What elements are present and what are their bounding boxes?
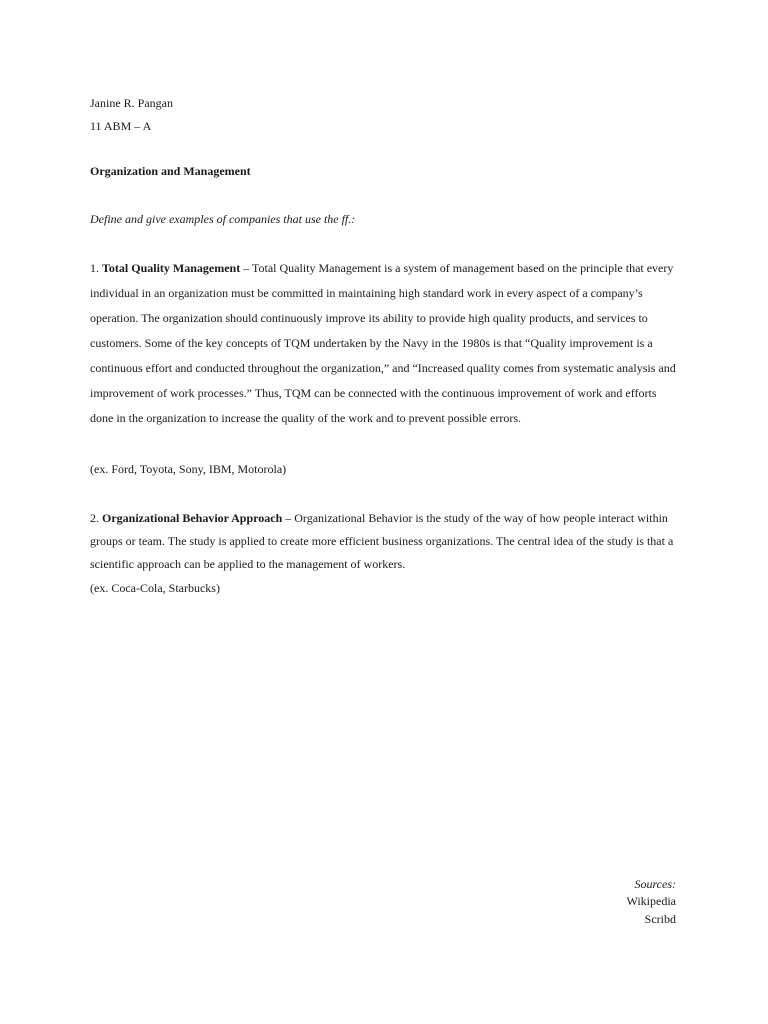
instruction-text: Define and give examples of companies that use the ff.:	[90, 212, 356, 226]
source-item: Scribd	[644, 912, 676, 926]
item-1-term: Total Quality Management	[102, 261, 241, 275]
source-item: Wikipedia	[626, 894, 676, 908]
item-1-paragraph	[90, 256, 680, 431]
sources-label: Sources:	[634, 877, 676, 891]
item-1-definition: – Total Quality Management is a system of management based on the principle that every individual in an organization must be committed in maintaining high standard work in every aspect of a company’s operation. The organization should continuously improve its ability to provide high quality products, and services to customers. Some of the key concepts of TQM undertaken by the Navy in the 1980s is that “Quality improvement is a continuous effort and conducted throughout the organization,” and “Increased quality comes from systematic analysis and improvement of work processes.” Thus, TQM can be connected with the continuous improvement of work and efforts done in the organization to increase the quality of the work and to prevent possible errors.	[90, 261, 676, 425]
item-2-paragraph	[90, 507, 680, 576]
item-1-examples: (ex. Ford, Toyota, Sony, IBM, Motorola)	[90, 462, 287, 476]
item-2-definition: – Organizational Behavior is the study of the way of how people interact within groups or team. The study is applied to create more efficient business organizations. The central idea of the study is that a scientific approach can be applied to the management of workers.	[90, 511, 674, 571]
document-title: Organization and Management	[90, 164, 251, 178]
author-name: Janine R. Pangan	[90, 96, 173, 110]
item-2-number: 2.	[90, 511, 99, 525]
class-section: 11 ABM – A	[90, 119, 152, 133]
item-2-examples: (ex. Coca-Cola, Starbucks)	[90, 581, 220, 595]
item-2-term: Organizational Behavior Approach	[102, 511, 283, 525]
item-1-number: 1.	[90, 261, 99, 275]
